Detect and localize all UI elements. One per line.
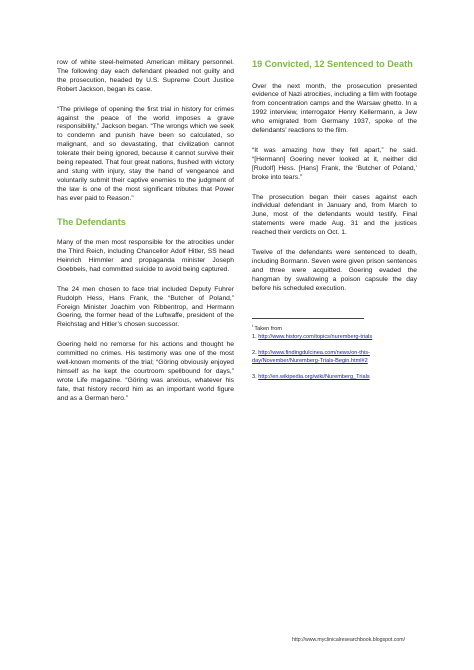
- footnote-title: [252, 322, 417, 333]
- jackson-quote-paragraph: “The privilege of opening the first trial in history for crimes against the peace of the world imposes a grave responsibility,” Jackson began. “The wrongs which we seek to condemn and punish have been so calculated, so malignant, and so devastating, that civilization cannot tolerate their being ignored, because it cannot survive their being repeated. That four great nations, flushed with victory and stung with injury, stay the hand of vengeance and voluntarily submit their captive enemies to the judgment of the law is one of the most significant tributes that Power has ever paid to Reason.”: [57, 105, 234, 202]
- footnote-number: 2.: [252, 350, 257, 357]
- left-column: [57, 59, 234, 404]
- footnote-link[interactable]: http://www.history.com/topics/nuremberg-trials: [258, 333, 373, 340]
- section-heading-defendants: The Defendants: [57, 216, 126, 227]
- body-paragraph: Over the next month, the prosecution presented evidence of Nazi atrocities, including a film with footage from concentration camps and the Warsaw ghetto. In a 1992 interview, interrogator Henry Kellermann, a Jew who emigrated from Germany 1937, spoke of the defendants’ reactions to the film.: [252, 82, 417, 135]
- footnote-title-text: Taken from: [254, 325, 283, 332]
- body-paragraph: The prosecution began their cases against each individual defendant in January and, from March to June, most of the defendants would testify. Final statements were made Aug. 31 and the justices reached their verdicts on Oct. 1.: [252, 193, 417, 237]
- body-paragraph: Twelve of the defendants were sentenced to death, including Bormann. Seven were given prison sentences and three were acquitted. Goering evaded the hangman by swallowing a poison capsule the day before his scheduled execution.: [252, 249, 417, 292]
- kellermann-quote-paragraph: “It was amazing how they fell apart,” he said. “[Hermann] Goering never looked at it, neither did [Rudolf] Hess. [Hans] Frank, the ‘Butcher of Poland,’ broke into tears.”: [252, 146, 417, 181]
- footnote-divider: [252, 318, 364, 319]
- footnote-number: 3.: [252, 374, 257, 381]
- footnote-marker: i: [252, 322, 253, 328]
- footnote-item: [252, 334, 417, 341]
- body-paragraph: Many of the men most responsible for the atrocities under the Third Reich, including Chancellor Adolf Hitler, SS head Heinrich Himmler and propaganda minister Joseph Goebbels, had committed suicide to avoid being captured.: [57, 239, 234, 273]
- body-paragraph: Goering held no remorse for his actions and thought he committed no crimes. His testimony was one of the most well-known moments of the trial; “Göring obviously enjoyed himself as he kept the courtroom spellbound for days,” wrote Life magazine. “Göring was anxious, whatever his fate, that history record him as an important world figure and as a German hero.”: [57, 341, 234, 402]
- body-paragraph: The 24 men chosen to face trial included Deputy Fuhrer Rudolph Hess, Hans Frank, the “Butcher of Poland,” Foreign Minister Joachim von Ribbentrop, and Hermann Goering, the former head of the Luftwaffe, president of the Reichstag and Hitler’s chosen successor.: [57, 285, 234, 329]
- section-heading-convicted: 19 Convicted, 12 Sentenced to Death: [252, 59, 413, 69]
- footnote-link[interactable]: http://www.findingdulcinea.com/news/on-this-day/November/Nuremberg-Trials-Begin.html#2: [252, 350, 370, 364]
- footnote-item: [252, 350, 417, 365]
- right-column: [252, 59, 417, 382]
- footnote-item: [252, 374, 417, 381]
- footnote-number: 1.: [252, 333, 257, 340]
- footnote-list: [252, 334, 417, 382]
- page-footer-url: http://www.myclinicalresearchbook.blogspot.com/: [292, 637, 406, 643]
- body-paragraph: row of white steel-helmeted American military personnel. The following day each defendant pleaded not guilty and the prosecution, headed by U.S. Supreme Court Justice Robert Jackson, began its case.: [57, 59, 234, 93]
- footnote-link[interactable]: http://en.wikipedia.org/wiki/Nuremberg_Trials: [258, 374, 370, 381]
